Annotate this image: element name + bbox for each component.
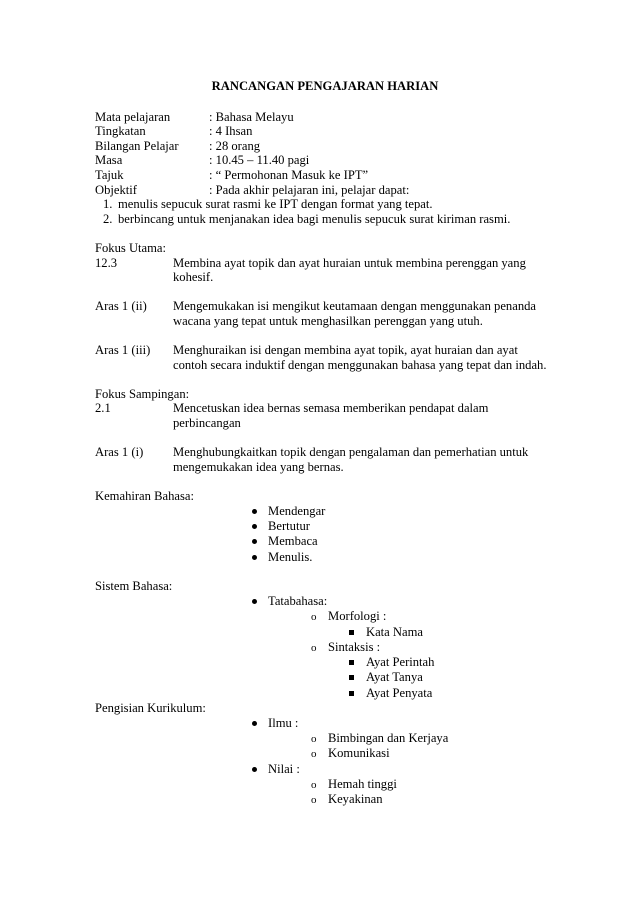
fokus-code: Aras 1 (ii) <box>95 299 147 314</box>
list-text: Komunikasi <box>328 746 390 761</box>
info-label: Bilangan Pelajar <box>95 138 179 153</box>
list-text: Hemah tinggi <box>328 776 397 791</box>
list-item <box>95 731 555 746</box>
section-heading: Fokus Utama: <box>95 240 167 255</box>
list-text: Bimbingan dan Kerjaya <box>328 730 449 745</box>
info-value: : 10.45 – 11.40 pagi <box>209 153 310 168</box>
fokus-utama-section <box>95 241 555 372</box>
list-text: Ilmu : <box>268 715 299 730</box>
bullet-icon <box>252 767 257 772</box>
fokus-text: Membina ayat topik dan ayat huraian untuk membina perenggan yang kohesif. <box>173 255 526 285</box>
list-text: Morfologi : <box>328 609 387 624</box>
list-text: Nilai : <box>268 761 300 776</box>
list-item <box>95 625 555 640</box>
square-bullet-icon <box>349 660 354 665</box>
list-item <box>95 670 555 685</box>
list-text: Membaca <box>268 534 318 549</box>
list-text: menulis sepucuk surat rasmi ke IPT dengan format yang tepat. <box>118 197 433 212</box>
info-label: Mata pelajaran <box>95 109 171 124</box>
list-item <box>95 609 555 624</box>
circle-bullet-icon: o <box>311 641 317 654</box>
list-item <box>95 746 555 761</box>
list-item <box>95 762 555 777</box>
info-block <box>95 110 555 227</box>
info-value: : Bahasa Melayu <box>209 109 294 124</box>
list-item <box>95 504 555 519</box>
list-item <box>95 594 555 609</box>
fokus-sampingan-section <box>95 387 555 475</box>
kurikulum-section <box>95 701 555 807</box>
page-title: RANCANGAN PENGAJARAN HARIAN <box>211 79 439 93</box>
kemahiran-section <box>95 489 555 565</box>
section-heading: Sistem Bahasa: <box>95 579 173 594</box>
list-item <box>95 792 555 807</box>
circle-bullet-icon: o <box>311 611 317 624</box>
list-item <box>95 716 555 731</box>
square-bullet-icon <box>349 675 354 680</box>
bullet-icon <box>252 509 257 514</box>
fokus-code: Aras 1 (i) <box>95 445 144 460</box>
list-number: 2. <box>103 211 113 226</box>
fokus-text: Menghuraikan isi dengan membina ayat topik, ayat huraian dan ayat contoh secara induktif dengan menggunakan bahasa yang tepat dan indah. <box>173 343 547 372</box>
list-text: Bertutur <box>268 518 310 533</box>
circle-bullet-icon: o <box>311 794 317 807</box>
info-label: Objektif <box>95 182 137 197</box>
sistem-section <box>95 579 555 701</box>
fokus-row <box>95 401 555 430</box>
section-heading: Pengisian Kurikulum: <box>95 701 206 716</box>
list-item <box>95 640 555 655</box>
section-heading: Fokus Sampingan: <box>95 386 190 401</box>
list-item <box>95 777 555 792</box>
bullet-icon <box>252 555 257 560</box>
fokus-row <box>95 256 555 285</box>
fokus-row <box>95 299 555 328</box>
list-item <box>95 519 555 534</box>
fokus-code: 2.1 <box>95 401 111 416</box>
list-text: Ayat Penyata <box>366 685 433 700</box>
fokus-row <box>95 445 555 474</box>
list-number: 1. <box>103 197 113 212</box>
list-text: Menulis. <box>268 549 313 564</box>
list-item <box>95 686 555 701</box>
info-row-students <box>95 139 555 154</box>
info-value: : “ Permohonan Masuk ke IPT” <box>209 167 369 182</box>
info-label: Masa <box>95 153 123 168</box>
info-value: : 4 Ihsan <box>209 124 253 139</box>
list-item <box>95 197 555 212</box>
info-label: Tajuk <box>95 167 124 182</box>
list-item <box>95 550 555 565</box>
list-item <box>95 655 555 670</box>
fokus-row <box>95 343 555 372</box>
objective-list <box>95 197 555 226</box>
fokus-code: Aras 1 (iii) <box>95 343 151 358</box>
list-text: Sintaksis : <box>328 639 381 654</box>
fokus-code: 12.3 <box>95 255 118 270</box>
circle-bullet-icon: o <box>311 778 317 791</box>
circle-bullet-icon: o <box>311 732 317 745</box>
info-row-time <box>95 153 555 168</box>
info-label: Tingkatan <box>95 124 146 139</box>
info-value: : 28 orang <box>209 138 261 153</box>
info-row-objective <box>95 183 555 198</box>
lesson-plan-document <box>95 79 555 807</box>
bullet-icon <box>252 599 257 604</box>
list-item <box>95 534 555 549</box>
list-item <box>95 212 555 227</box>
list-text: berbincang untuk menjanakan idea bagi menulis sepucuk surat kiriman rasmi. <box>118 211 511 226</box>
info-row-subject <box>95 110 555 125</box>
info-row-topic <box>95 168 555 183</box>
section-heading: Kemahiran Bahasa: <box>95 489 194 504</box>
fokus-text: Mencetuskan idea bernas semasa memberikan pendapat dalam perbincangan <box>173 401 489 431</box>
circle-bullet-icon: o <box>311 748 317 761</box>
info-row-form <box>95 124 555 139</box>
list-text: Tatabahasa: <box>268 594 328 608</box>
fokus-text: Mengemukakan isi mengikut keutamaan dengan menggunakan penanda wacana yang tepat untuk menghasilkan perenggan yang utuh. <box>173 299 537 328</box>
square-bullet-icon <box>349 630 354 635</box>
list-text: Ayat Perintah <box>366 655 435 670</box>
bullet-icon <box>252 539 257 544</box>
fokus-text: Menghubungkaitkan topik dengan pengalaman dan pemerhatian untuk mengemukakan idea yang bernas. <box>173 445 529 474</box>
info-value: : Pada akhir pelajaran ini, pelajar dapat: <box>209 182 410 197</box>
square-bullet-icon <box>349 691 354 696</box>
list-text: Ayat Tanya <box>366 670 423 685</box>
list-text: Kata Nama <box>366 624 423 639</box>
bullet-icon <box>252 721 257 726</box>
list-text: Keyakinan <box>328 792 383 807</box>
bullet-icon <box>252 524 257 529</box>
list-text: Mendengar <box>268 503 326 518</box>
